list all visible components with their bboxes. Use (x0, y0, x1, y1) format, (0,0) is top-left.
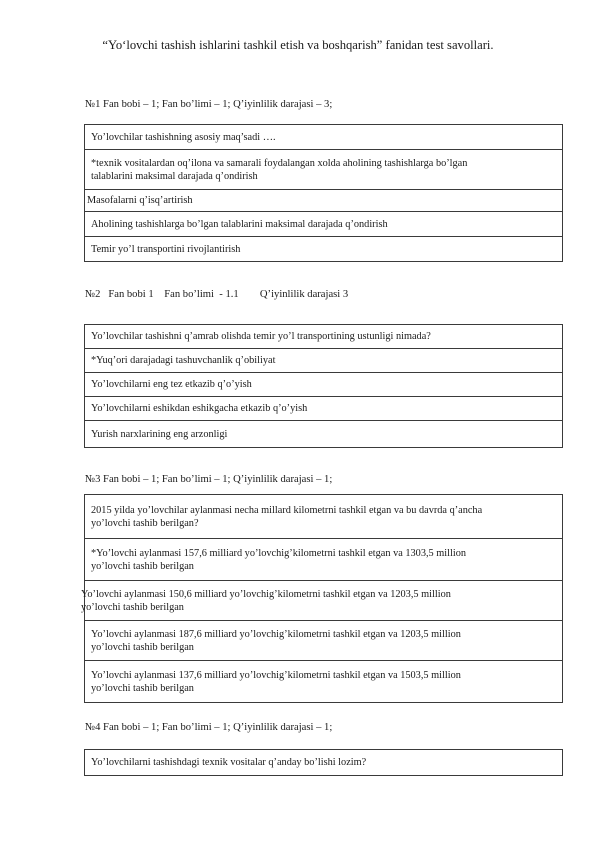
question-3-answer: Yo’lovchi aylanmasi 187,6 milliard yo’lovchig’kilometrni tashkil etgan va 1203,5 million yo’lovchi tashib berilgan (85, 621, 563, 661)
question-3-answer-correct: *Yo’lovchi aylanmasi 157,6 milliard yo’lovchig’kilometrni tashkil etgan va 1303,5 million yo’lovchi tashib berilgan (85, 539, 563, 581)
answer-row (85, 349, 563, 373)
answer-row (85, 621, 563, 661)
question-2-answer: Yo’lovchilarni eshikdan eshikgacha etkazib q’o’yish (85, 397, 563, 421)
answer-row (85, 539, 563, 581)
question-2-header: №2 Fan bobi 1 Fan bo’limi - 1.1 Q’iyinlilik darajasi 3 (85, 289, 349, 300)
answer-row (85, 150, 563, 190)
question-1-header: №1 Fan bobi – 1; Fan bo’limi – 1; Q’iyinlilik darajasi – 3; (85, 99, 333, 110)
answer-row (85, 661, 563, 703)
question-3-table (81, 494, 563, 703)
question-text-row (85, 750, 563, 776)
question-2-answer: Yurish narxlarining eng arzonligi (85, 421, 563, 448)
question-text-row (85, 495, 563, 539)
answer-row (85, 373, 563, 397)
question-4-table (84, 749, 563, 776)
answer-row (85, 237, 563, 262)
question-1-answer: Aholining tashishlarga bo’lgan talablarini maksimal darajada q’ondirish (85, 212, 563, 237)
question-2-text: Yo’lovchilar tashishni q’amrab olishda temir yo’l transportining ustunligi nimada? (85, 325, 563, 349)
question-1-text: Yo’lovchilar tashishning asosiy maq’sadi …. (85, 125, 563, 150)
question-1-answer: Masofalarni q’isq’artirish (85, 190, 563, 212)
answer-row (85, 212, 563, 237)
answer-row (85, 397, 563, 421)
answer-row (85, 421, 563, 448)
question-3-text: 2015 yilda yo’lovchilar aylanmasi necha millard kilometrni tashkil etgan va bu davrda q’ancha yo’lovchi tashib berilgan? (85, 495, 563, 539)
answer-row (85, 190, 563, 212)
answer-row (85, 581, 563, 621)
document-title: “Yo‘lovchi tashish ishlarini tashkil etish va boshqarish” fanidan test savollari. (102, 38, 494, 52)
question-1-table (84, 124, 563, 262)
question-3-answer: Yo’lovchi aylanmasi 137,6 milliard yo’lovchig’kilometrni tashkil etgan va 1503,5 million yo’lovchi tashib berilgan (85, 661, 563, 703)
question-text-row (85, 125, 563, 150)
question-2-table (84, 324, 563, 448)
question-1-answer-correct: *texnik vositalardan oq’ilona va samarali foydalangan xolda aholining tashishlarga bo’lgan talablarini maksimal darajada q’ondirish (85, 150, 563, 190)
question-text-row (85, 325, 563, 349)
question-3-answer: Yo’lovchi aylanmasi 150,6 milliard yo’lovchig’kilometrni tashkil etgan va 1203,5 million yo’lovchi tashib berilgan (85, 581, 563, 621)
question-3-header: №3 Fan bobi – 1; Fan bo’limi – 1; Q’iyinlilik darajasi – 1; (85, 474, 333, 485)
question-2-answer-correct: *Yuq’ori darajadagi tashuvchanlik q’obiliyat (85, 349, 563, 373)
question-1-answer: Temir yo’l transportini rivojlantirish (85, 237, 563, 262)
question-4-header: №4 Fan bobi – 1; Fan bo’limi – 1; Q’iyinlilik darajasi – 1; (85, 722, 333, 733)
question-2-answer: Yo’lovchilarni eng tez etkazib q’o’yish (85, 373, 563, 397)
question-4-text: Yo’lovchilarni tashishdagi texnik vositalar q’anday bo’lishi lozim? (85, 750, 563, 776)
